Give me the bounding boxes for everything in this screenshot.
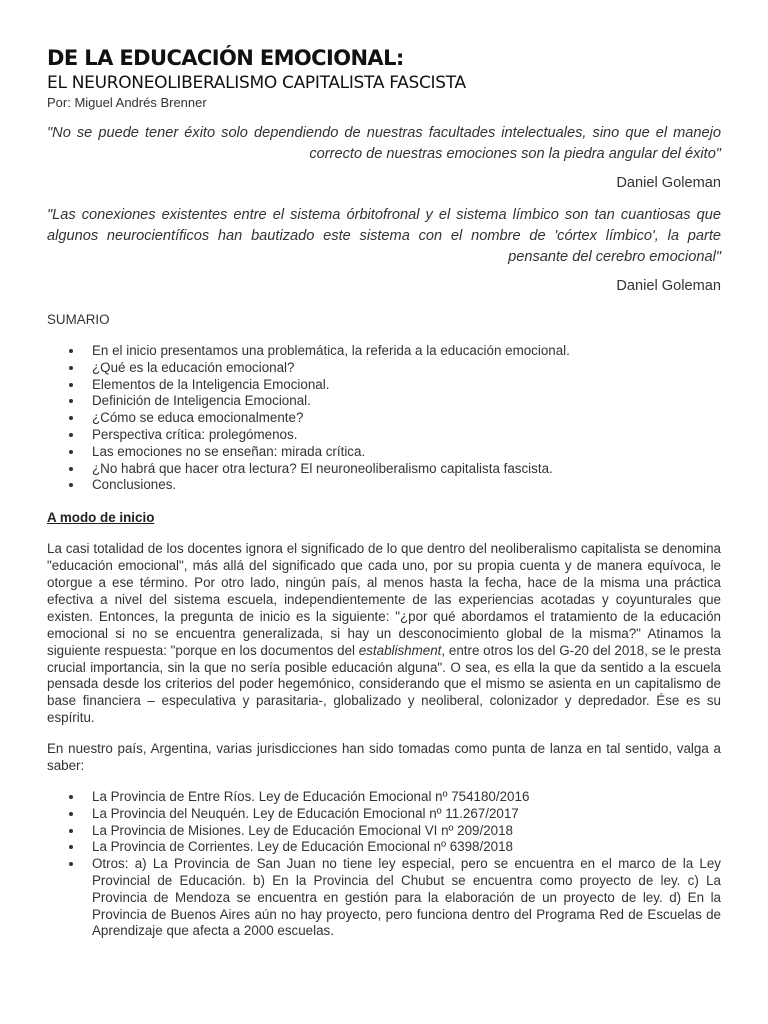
summary-item: ¿No habrá que hacer otra lectura? El neuroneoliberalismo capitalista fascista.	[47, 461, 721, 478]
intro-paragraph: La casi totalidad de los docentes ignora el significado de lo que dentro del neoliberalismo capitalista se denomina "educación emocional", más allá del significado que cada uno, por su propia cuenta y de manera equívoca, le otorgue a ese término. Por otro lado, ningún país, al menos hasta la fecha, hace de la misma una práctica efectiva a nivel del sistema escuela, independientemente de las experiencias acotadas y coyunturales que existen. Entonces, la pregunta de inicio es la siguiente: "¿por qué abordamos el tratamiento de la educación emocional si no se encuentra generalizada, si hay un desconocimiento global de la misma?" Atinamos la siguiente respuesta: "porque en los documentos del establishment, entre otros los del G-20 del 2018, se le presta crucial importancia, sin la que no sería posible educación alguna". O sea, es ella la que da sentido a la escuela pensada desde los criterios del poder hegemónico, considerando que el mismo se asienta en un capitalismo de base financiera – especulativa y parasitaria-, globalizado y neoliberal, colonizador y depredador. Ése es su espíritu.	[47, 541, 721, 726]
section-heading: A modo de inicio	[47, 510, 155, 526]
epigraph-author-1: Daniel Goleman	[616, 175, 721, 191]
summary-item: ¿Cómo se educa emocionalmente?	[47, 410, 721, 427]
bullet-icon	[69, 349, 73, 353]
bullet-icon	[69, 467, 73, 471]
summary-item: Definición de Inteligencia Emocional.	[47, 393, 721, 410]
summary-item: En el inicio presentamos una problemática, la referida a la educación emocional.	[47, 343, 721, 360]
argentina-paragraph: En nuestro país, Argentina, varias jurisdicciones han sido tomadas como punta de lanza en tal sentido, valga a saber:	[47, 741, 721, 774]
bullet-icon	[69, 483, 73, 487]
epigraph-quote-1: "No se puede tener éxito solo dependiendo de nuestras facultades intelectuales, sino que el manejo correcto de nuestras emociones son la piedra angular del éxito"	[47, 125, 721, 162]
summary-item: ¿Qué es la educación emocional?	[47, 360, 721, 377]
bullet-icon	[69, 450, 73, 454]
law-item: La Provincia de Entre Ríos. Ley de Educación Emocional nº 754180/2016	[47, 789, 721, 806]
document-subtitle: EL NEURONEOLIBERALISMO CAPITALISTA FASCISTA	[47, 73, 466, 93]
bullet-icon	[69, 383, 73, 387]
bullet-icon	[69, 366, 73, 370]
bullet-icon	[69, 845, 73, 849]
summary-item: Elementos de la Inteligencia Emocional.	[47, 377, 721, 394]
bullet-icon	[69, 862, 73, 866]
emphasized-term: establishment	[358, 642, 442, 658]
document-title: DE LA EDUCACIÓN EMOCIONAL:	[47, 46, 404, 70]
law-item: La Provincia del Neuquén. Ley de Educación Emocional nº 11.267/2017	[47, 806, 721, 823]
byline: Por: Miguel Andrés Brenner	[47, 95, 207, 110]
bullet-icon	[69, 416, 73, 420]
summary-item: Las emociones no se enseñan: mirada crítica.	[47, 444, 721, 461]
summary-item: Conclusiones.	[47, 477, 721, 494]
summary-list	[47, 343, 721, 494]
bullet-icon	[69, 399, 73, 403]
epigraph-quote-2: "Las conexiones existentes entre el sistema órbitofronal y el sistema límbico son tan cuantiosas que algunos neurocientíficos han bautizado este sistema con el nombre de 'córtex límbico', la parte pensante del cerebro emocional"	[47, 207, 721, 265]
laws-list	[47, 789, 721, 940]
bullet-icon	[69, 433, 73, 437]
law-item: La Provincia de Corrientes. Ley de Educación Emocional nº 6398/2018	[47, 839, 721, 856]
bullet-icon	[69, 829, 73, 833]
law-item: La Provincia de Misiones. Ley de Educación Emocional VI nº 209/2018	[47, 823, 721, 840]
law-item: Otros: a) La Provincia de San Juan no tiene ley especial, pero se encuentra en el marco de la Ley Provincial de Educación. b) En la Provincia del Chubut se encuentra como proyecto de ley. c) La Provincia de Mendoza se encuentra en gestión para la elaboración de un proyecto de ley. d) En la Provincia de Buenos Aires aún no hay proyecto, pero funciona dentro del Programa Red de Escuelas de Aprendizaje que afecta a 2000 escuelas.	[47, 856, 721, 940]
bullet-icon	[69, 812, 73, 816]
summary-label: SUMARIO	[47, 312, 110, 327]
bullet-icon	[69, 795, 73, 799]
document-page	[47, 45, 721, 940]
epigraph-author-2: Daniel Goleman	[616, 278, 721, 294]
summary-item: Perspectiva crítica: prolegómenos.	[47, 427, 721, 444]
